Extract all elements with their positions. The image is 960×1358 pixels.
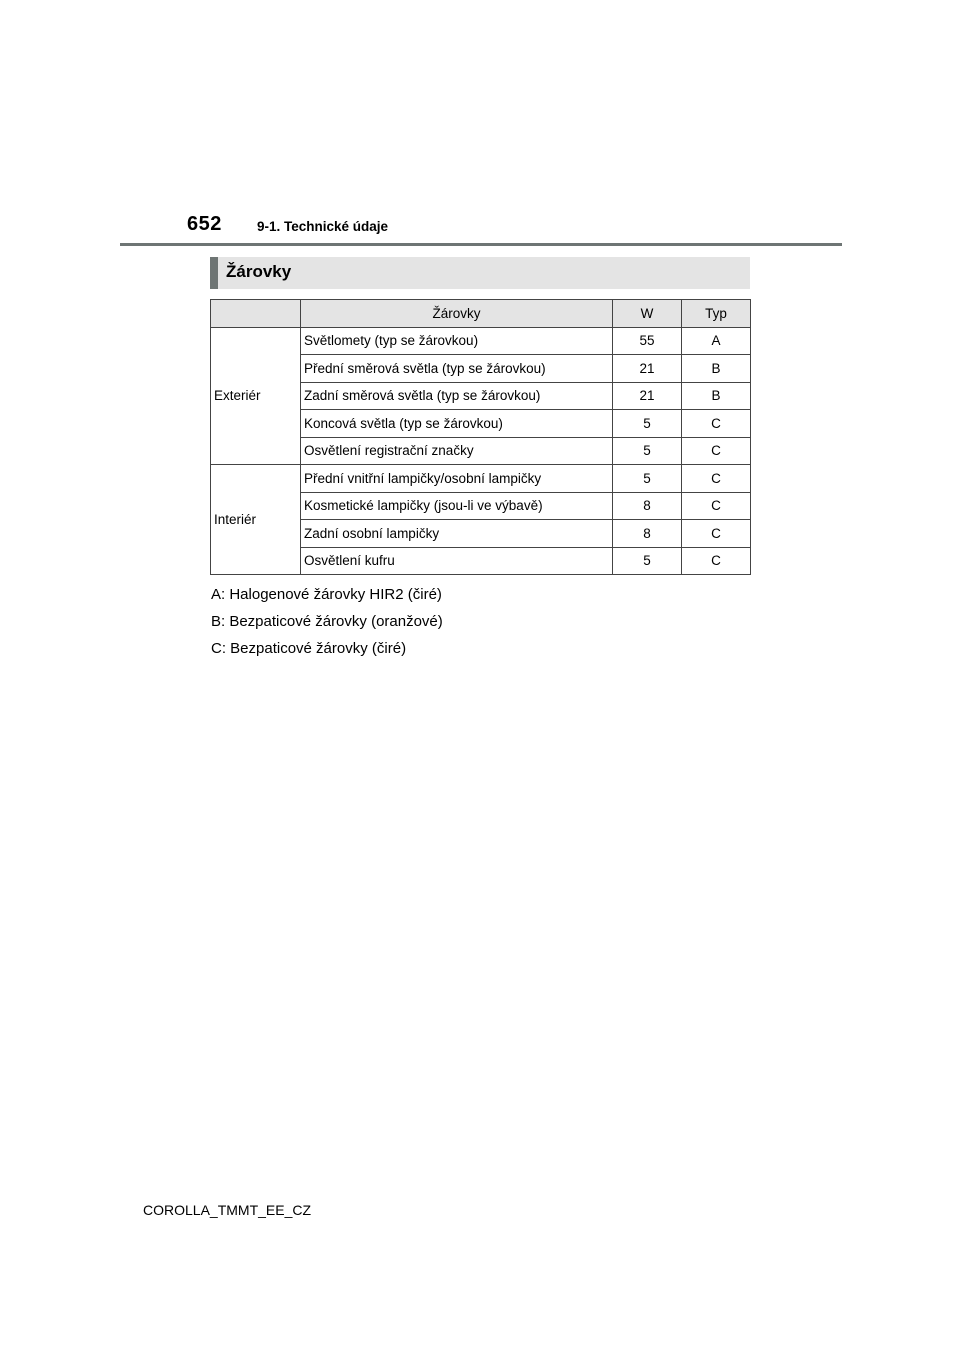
bulb-type: B — [682, 382, 751, 410]
bulb-type: C — [682, 520, 751, 548]
bulb-name: Zadní osobní lampičky — [301, 520, 613, 548]
bulb-watt: 21 — [613, 382, 682, 410]
column-header-group — [211, 300, 301, 328]
bulb-type: B — [682, 355, 751, 383]
table-header-row — [211, 300, 751, 328]
bulb-name: Osvětlení registrační značky — [301, 437, 613, 465]
bulb-name: Kosmetické lampičky (jsou-li ve výbavě) — [301, 492, 613, 520]
column-header-watt: W — [613, 300, 682, 328]
header-divider — [120, 243, 842, 246]
group-label-interior: Interiér — [211, 465, 301, 575]
heading-box — [210, 257, 750, 289]
bulb-type: A — [682, 327, 751, 355]
bulb-watt: 21 — [613, 355, 682, 383]
bulb-type: C — [682, 410, 751, 438]
bulb-name: Koncová světla (typ se žárovkou) — [301, 410, 613, 438]
bulb-watt: 5 — [613, 437, 682, 465]
footer-manual-code: COROLLA_TMMT_EE_CZ — [143, 1202, 312, 1218]
bulb-name: Osvětlení kufru — [301, 547, 613, 575]
bulb-type: C — [682, 492, 751, 520]
column-header-bulb: Žárovky — [301, 300, 613, 328]
table-row — [211, 465, 751, 493]
bulb-watt: 5 — [613, 465, 682, 493]
legend-item: A: Halogenové žárovky HIR2 (čiré) — [211, 586, 442, 603]
section-title: 9-1. Technické údaje — [257, 219, 389, 234]
bulb-name: Světlomety (typ se žárovkou) — [301, 327, 613, 355]
group-label-exterior: Exteriér — [211, 327, 301, 465]
bulb-watt: 8 — [613, 520, 682, 548]
legend-item: C: Bezpaticové žárovky (čiré) — [211, 640, 407, 657]
bulb-name: Zadní směrová světla (typ se žárovkou) — [301, 382, 613, 410]
heading-title: Žárovky — [226, 262, 292, 281]
bulb-name: Přední směrová světla (typ se žárovkou) — [301, 355, 613, 383]
bulb-type: C — [682, 437, 751, 465]
bulb-watt: 55 — [613, 327, 682, 355]
bulb-watt: 5 — [613, 547, 682, 575]
legend — [211, 581, 443, 662]
column-header-type: Typ — [682, 300, 751, 328]
bulb-watt: 5 — [613, 410, 682, 438]
bulb-watt: 8 — [613, 492, 682, 520]
table-row — [211, 327, 751, 355]
bulb-name: Přední vnitřní lampičky/osobní lampičky — [301, 465, 613, 493]
bulb-table — [210, 299, 751, 575]
page-number: 652 — [187, 213, 222, 235]
bulb-type: C — [682, 547, 751, 575]
legend-item: B: Bezpaticové žárovky (oranžové) — [211, 613, 443, 630]
bulb-type: C — [682, 465, 751, 493]
